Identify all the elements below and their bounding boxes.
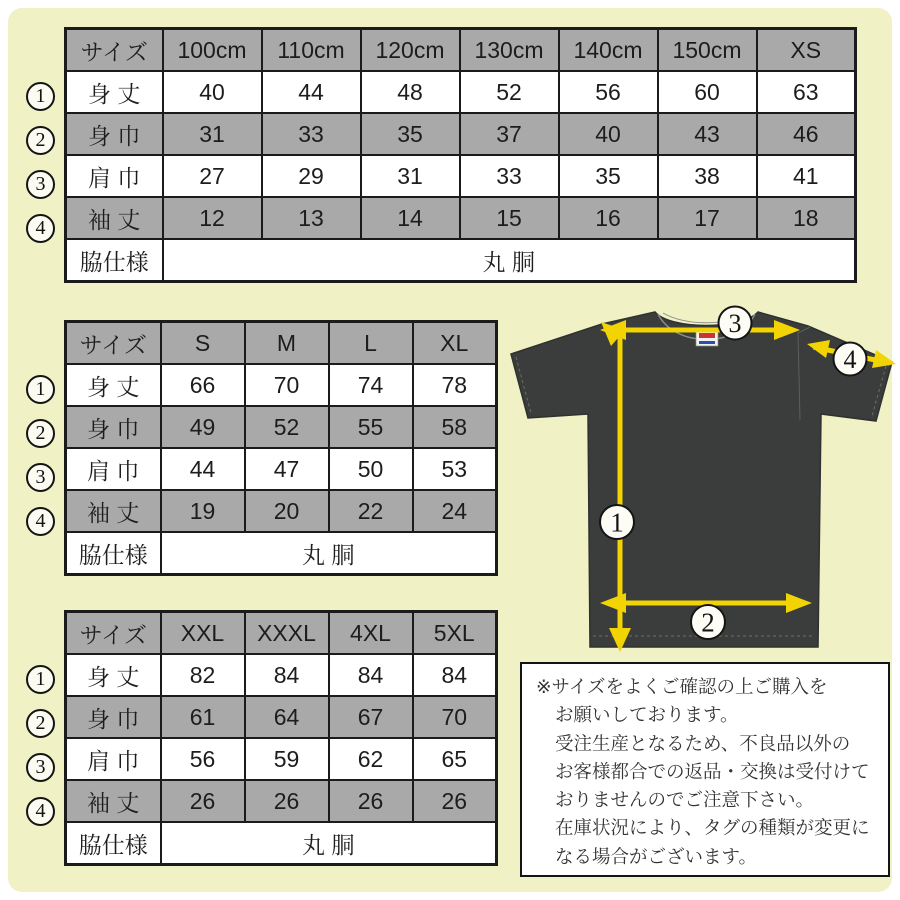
value-cell: 15 — [460, 197, 559, 239]
value-cell: 26 — [245, 780, 329, 822]
value-cell: 52 — [245, 406, 329, 448]
size-header-cell: サイズ — [66, 322, 161, 365]
value-cell: 84 — [413, 654, 497, 696]
note-line: ※サイズをよくご確認の上ご購入を — [536, 676, 828, 697]
value-cell: 46 — [757, 113, 856, 155]
value-cell: 58 — [413, 406, 497, 448]
value-cell: 43 — [658, 113, 757, 155]
row-label-cell: 袖 丈 — [66, 780, 161, 822]
value-cell: 44 — [161, 448, 245, 490]
value-cell: 26 — [161, 780, 245, 822]
column-header-cell: XS — [757, 29, 856, 72]
column-header-cell: 110cm — [262, 29, 361, 72]
value-cell: 19 — [161, 490, 245, 532]
column-header-cell: 4XL — [329, 612, 413, 655]
value-cell: 47 — [245, 448, 329, 490]
footer-label-cell: 脇仕様 — [66, 239, 163, 282]
size-table — [64, 27, 857, 283]
value-cell: 14 — [361, 197, 460, 239]
circled-number: 2 — [26, 126, 55, 155]
value-cell: 38 — [658, 155, 757, 197]
size-table-adult-wrap — [26, 320, 498, 576]
row-label-cell: 肩 巾 — [66, 155, 163, 197]
column-header-cell: M — [245, 322, 329, 365]
column-header-cell: 120cm — [361, 29, 460, 72]
size-table — [64, 610, 498, 866]
row-label-cell: 肩 巾 — [66, 448, 161, 490]
column-header-cell: XXL — [161, 612, 245, 655]
note-line: お願いしております。 — [555, 704, 739, 726]
value-cell: 74 — [329, 364, 413, 406]
column-header-cell: S — [161, 322, 245, 365]
value-cell: 60 — [658, 71, 757, 113]
value-cell: 22 — [329, 490, 413, 532]
row-label-cell: 身 巾 — [66, 696, 161, 738]
value-cell: 41 — [757, 155, 856, 197]
value-cell: 61 — [161, 696, 245, 738]
column-header-cell: 130cm — [460, 29, 559, 72]
value-cell: 65 — [413, 738, 497, 780]
value-cell: 31 — [163, 113, 262, 155]
value-cell: 70 — [413, 696, 497, 738]
row-label-cell: 肩 巾 — [66, 738, 161, 780]
value-cell: 62 — [329, 738, 413, 780]
value-cell: 26 — [413, 780, 497, 822]
footer-label-cell: 脇仕様 — [66, 822, 161, 865]
note-line: 在庫状況により、タグの種類が変更に — [555, 817, 870, 839]
value-cell: 56 — [161, 738, 245, 780]
column-header-cell: XL — [413, 322, 497, 365]
circled-number: 1 — [26, 665, 55, 694]
value-cell: 59 — [245, 738, 329, 780]
value-cell: 84 — [245, 654, 329, 696]
value-cell: 33 — [460, 155, 559, 197]
footer-merged-cell: 丸 胴 — [161, 532, 497, 575]
svg-text:3: 3 — [728, 309, 742, 338]
value-cell: 50 — [329, 448, 413, 490]
note-line: お客様都合での返品・交換は受付けて — [555, 760, 870, 782]
marker-2-circle — [691, 605, 725, 639]
value-cell: 20 — [245, 490, 329, 532]
svg-text:2: 2 — [701, 607, 715, 638]
value-cell: 33 — [262, 113, 361, 155]
column-header-cell: 150cm — [658, 29, 757, 72]
value-cell: 31 — [361, 155, 460, 197]
value-cell: 13 — [262, 197, 361, 239]
circled-number: 1 — [26, 82, 55, 111]
value-cell: 78 — [413, 364, 497, 406]
purchase-note-box — [520, 662, 890, 877]
row-label-cell: 袖 丈 — [66, 490, 161, 532]
value-cell: 48 — [361, 71, 460, 113]
circled-number: 2 — [26, 709, 55, 738]
circled-number: 3 — [26, 170, 55, 199]
value-cell: 82 — [161, 654, 245, 696]
circled-number: 1 — [26, 375, 55, 404]
column-header-cell: 100cm — [163, 29, 262, 72]
column-header-cell: L — [329, 322, 413, 365]
circled-number: 3 — [26, 463, 55, 492]
footer-label-cell: 脇仕様 — [66, 532, 161, 575]
value-cell: 84 — [329, 654, 413, 696]
marker-4-circle — [834, 343, 867, 376]
row-label-cell: 身 巾 — [66, 113, 163, 155]
value-cell: 66 — [161, 364, 245, 406]
value-cell: 26 — [329, 780, 413, 822]
value-cell: 40 — [559, 113, 658, 155]
row-label-cell: 身 丈 — [66, 71, 163, 113]
marker-3-circle — [719, 307, 752, 340]
column-header-cell: 140cm — [559, 29, 658, 72]
value-cell: 67 — [329, 696, 413, 738]
size-table-big-wrap — [26, 610, 498, 866]
value-cell: 52 — [460, 71, 559, 113]
note-line: おりませんのでご注意下さい。 — [555, 789, 815, 811]
marker-1-circle — [600, 505, 634, 539]
value-cell: 70 — [245, 364, 329, 406]
row-label-cell: 身 丈 — [66, 364, 161, 406]
row-label-cell: 身 巾 — [66, 406, 161, 448]
footer-merged-cell: 丸 胴 — [161, 822, 497, 865]
value-cell: 35 — [361, 113, 460, 155]
svg-text:1: 1 — [610, 507, 624, 538]
footer-merged-cell: 丸 胴 — [163, 239, 856, 282]
circled-number: 4 — [26, 507, 55, 536]
column-header-cell: 5XL — [413, 612, 497, 655]
svg-text:4: 4 — [843, 345, 857, 374]
value-cell: 53 — [413, 448, 497, 490]
column-header-cell: XXXL — [245, 612, 329, 655]
value-cell: 64 — [245, 696, 329, 738]
value-cell: 17 — [658, 197, 757, 239]
value-cell: 16 — [559, 197, 658, 239]
row-label-cell: 袖 丈 — [66, 197, 163, 239]
value-cell: 35 — [559, 155, 658, 197]
value-cell: 49 — [161, 406, 245, 448]
size-table-kids-wrap — [26, 27, 857, 283]
circled-number: 3 — [26, 753, 55, 782]
value-cell: 56 — [559, 71, 658, 113]
value-cell: 24 — [413, 490, 497, 532]
value-cell: 29 — [262, 155, 361, 197]
value-cell: 27 — [163, 155, 262, 197]
circled-number: 2 — [26, 419, 55, 448]
note-line: なる場合がございます。 — [555, 845, 758, 867]
note-line: 受注生産となるため、不良品以外の — [555, 732, 851, 754]
value-cell: 40 — [163, 71, 262, 113]
value-cell: 63 — [757, 71, 856, 113]
value-cell: 12 — [163, 197, 262, 239]
value-cell: 18 — [757, 197, 856, 239]
size-header-cell: サイズ — [66, 612, 161, 655]
tshirt-measure-diagram — [505, 300, 900, 660]
value-cell: 55 — [329, 406, 413, 448]
value-cell: 37 — [460, 113, 559, 155]
value-cell: 44 — [262, 71, 361, 113]
row-label-cell: 身 丈 — [66, 654, 161, 696]
circled-number: 4 — [26, 214, 55, 243]
circled-number: 4 — [26, 797, 55, 826]
size-table — [64, 320, 498, 576]
size-header-cell: サイズ — [66, 29, 163, 72]
